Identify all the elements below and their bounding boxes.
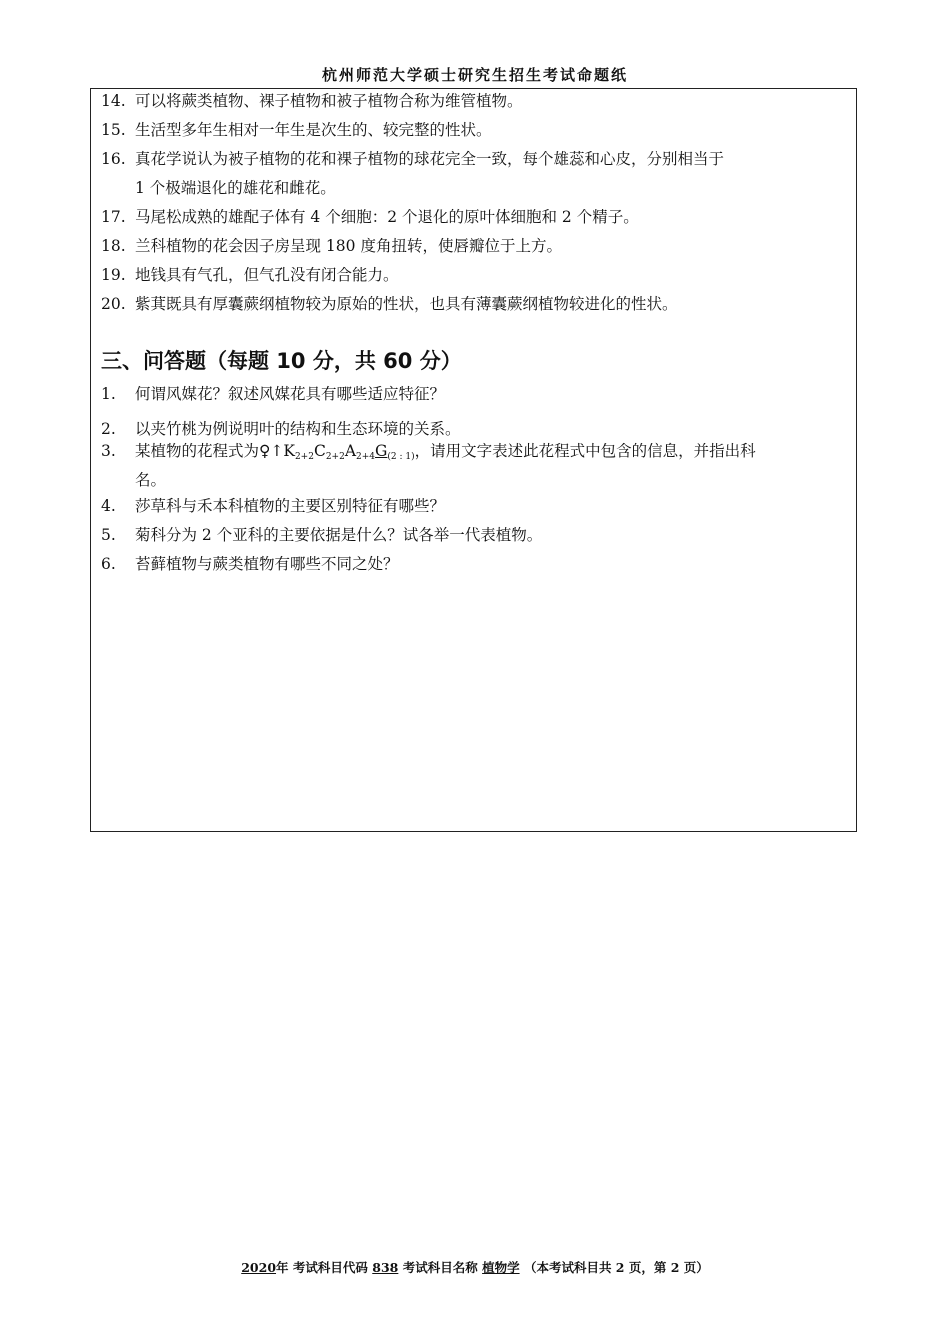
question-text: 莎草科与禾本科植物的主要区别特征有哪些？	[135, 497, 446, 515]
item-text: 紫萁既具有厚囊蕨纲植物较为原始的性状，也具有薄囊蕨纲植物较进化的性状。	[135, 295, 678, 313]
question-text: 菊科分为 2 个亚科的主要依据是什么？试各举一代表植物。	[135, 526, 543, 544]
item-text: 兰科植物的花会因子房呈现 180 度角扭转，使唇瓣位于上方。	[135, 237, 562, 255]
question-number: 3.	[101, 442, 116, 460]
list-item-continuation: 1 个极端退化的雄花和雌花。	[135, 179, 336, 197]
footer-subject-name: 植物学	[482, 1260, 520, 1275]
question-text-before: 某植物的花程式为	[135, 442, 260, 460]
gynoecium-count: (2 : 1)	[387, 452, 415, 462]
corolla-symbol: C	[313, 442, 326, 460]
item-number: 18.	[101, 237, 126, 255]
zygomorphic-symbol: ↑	[270, 442, 284, 460]
calyx-symbol: K	[283, 442, 295, 460]
calyx-count: 2+2	[294, 452, 314, 462]
footer-code-label: 年 考试科目代码	[276, 1260, 368, 1275]
item-text: 真花学说认为被子植物的花和裸子植物的球花完全一致，每个雄蕊和心皮，分别相当于	[135, 150, 725, 168]
floral-formula	[259, 442, 415, 460]
androecium-symbol: A	[344, 442, 357, 460]
item-text: 可以将蕨类植物、裸子植物和被子植物合称为维管植物。	[135, 92, 523, 110]
question-text	[135, 437, 756, 472]
item-number: 17.	[101, 208, 126, 226]
page-header-title: 杭州师范大学硕士研究生招生考试命题纸	[321, 66, 628, 84]
item-text: 生活型多年生相对一年生是次生的、较完整的性状。	[135, 121, 492, 139]
section-title: 三、问答题（每题 10 分，共 60 分）	[101, 349, 462, 373]
question-text: 何谓风媒花？叙述风媒花具有哪些适应特征？	[135, 385, 446, 403]
corolla-count: 2+2	[325, 452, 345, 462]
item-number: 14.	[101, 92, 126, 110]
gynoecium-symbol: G	[375, 442, 388, 460]
question-number: 2.	[101, 420, 116, 438]
question-text: 苔藓植物与蕨类植物有哪些不同之处？	[135, 555, 399, 573]
footer-year: 2020	[241, 1260, 277, 1275]
question-text: 以夹竹桃为例说明叶的结构和生态环境的关系。	[135, 420, 461, 438]
item-number: 15.	[101, 121, 126, 139]
item-number: 16.	[101, 150, 126, 168]
question-text-after: ，请用文字表述此花程式中包含的信息，并指出科	[414, 442, 756, 460]
question-box	[90, 88, 857, 832]
question-continuation: 名。	[135, 471, 167, 489]
item-number: 20.	[101, 295, 126, 313]
androecium-count: 2+4	[356, 452, 376, 462]
question-number: 4.	[101, 497, 116, 515]
female-symbol: ♀	[259, 442, 271, 460]
question-number: 5.	[101, 526, 116, 544]
footer-subject-code: 838	[372, 1260, 399, 1275]
footer-name-label: 考试科目名称	[402, 1260, 478, 1275]
item-text: 地钱具有气孔，但气孔没有闭合能力。	[135, 266, 399, 284]
item-text: 马尾松成熟的雄配子体有 4 个细胞：2 个退化的原叶体细胞和 2 个精子。	[135, 208, 639, 226]
page-footer	[0, 1258, 950, 1276]
question-number: 1.	[101, 385, 116, 403]
question-number: 6.	[101, 555, 116, 573]
footer-page-info: （本考试科目共 2 页，第 2 页）	[523, 1260, 709, 1275]
item-number: 19.	[101, 266, 126, 284]
